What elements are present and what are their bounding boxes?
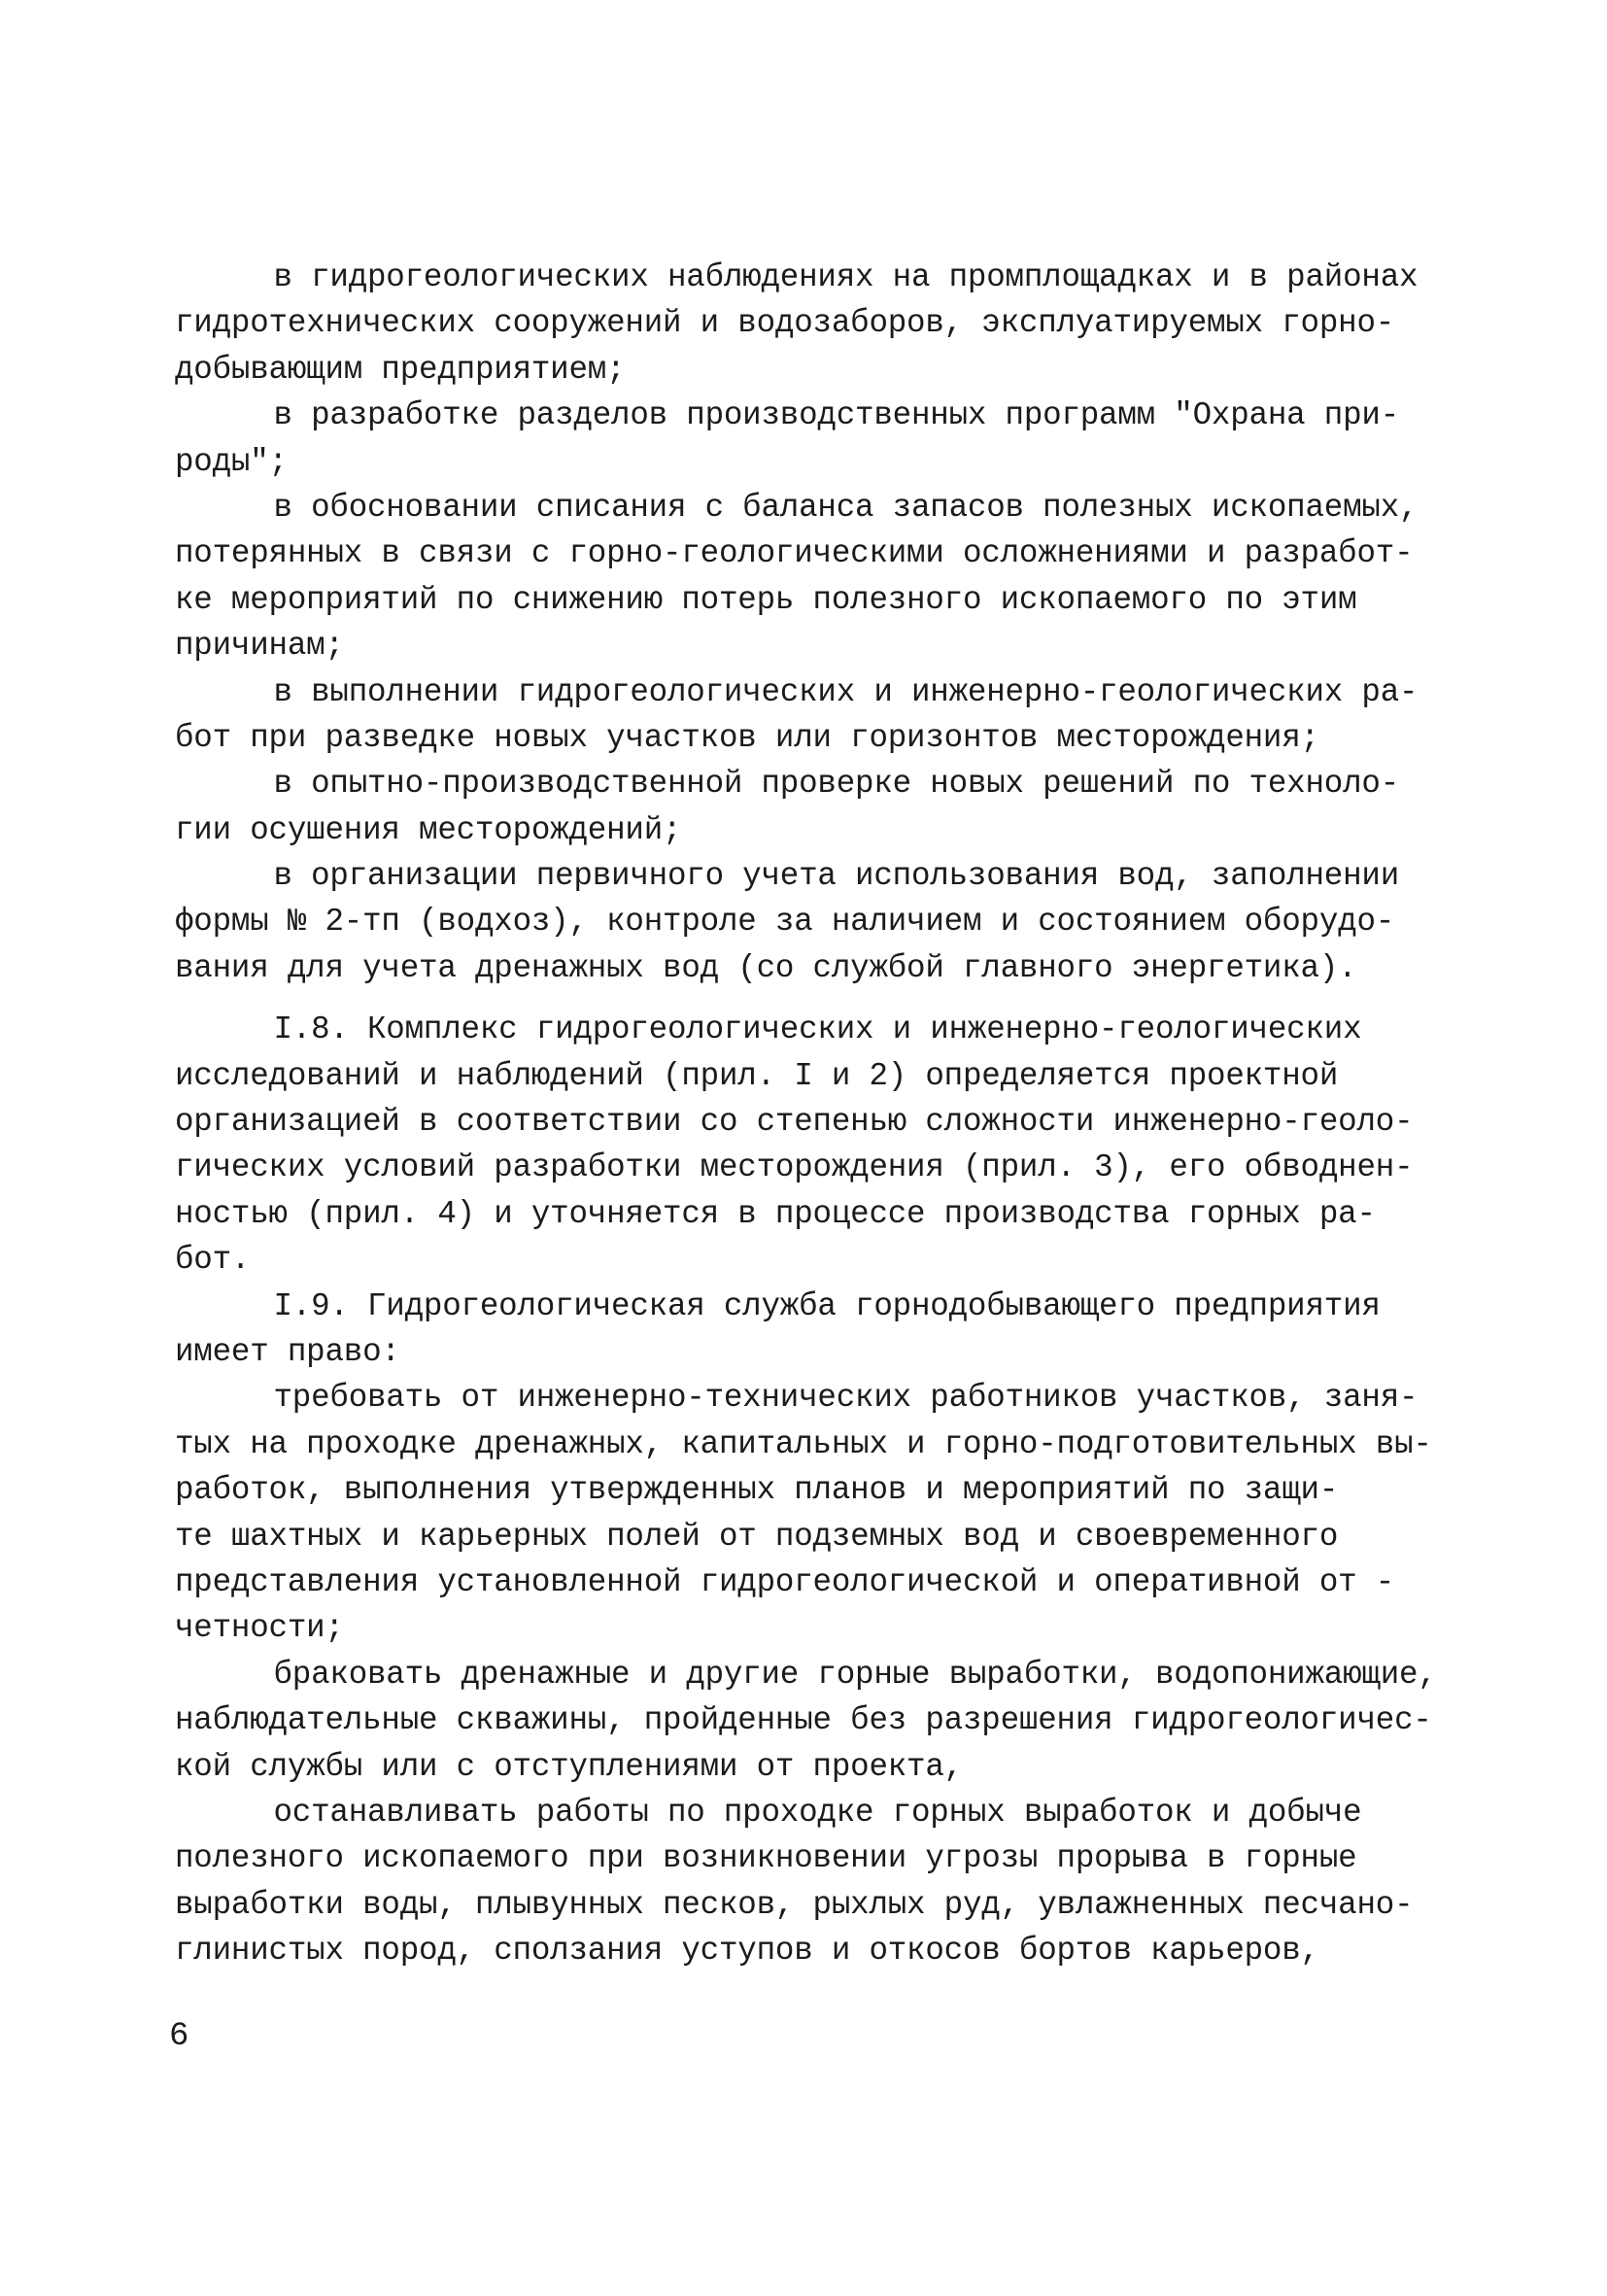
text-line: гических условий разработки месторождения (прил. 3), его обводнен- bbox=[175, 1149, 1414, 1186]
text-line: в выполнении гидрогеологических и инженерно-геологических ра- bbox=[273, 673, 1419, 710]
text-line: добывающим предприятием; bbox=[175, 351, 626, 388]
text-line: в организации первичного учета использования вод, заполнении bbox=[273, 858, 1400, 895]
text-line: в обосновании списания с баланса запасов полезных ископаемых, bbox=[273, 489, 1419, 526]
text-line: вания для учета дренажных вод (со службой главного энергетика). bbox=[175, 949, 1357, 986]
text-line: бот. bbox=[175, 1242, 251, 1279]
text-line: роды"; bbox=[175, 443, 288, 480]
text-line: требовать от инженерно-технических работников участков, заня- bbox=[273, 1380, 1419, 1417]
text-line: в гидрогеологических наблюдениях на промплощадках и в районах bbox=[273, 259, 1419, 295]
text-line: четности; bbox=[175, 1610, 344, 1647]
text-line: гидротехнических сооружений и водозаборов, эксплуатируемых горно- bbox=[175, 305, 1395, 342]
text-line: наблюдательные скважины, пройденные без разрешения гидрогеологичес- bbox=[175, 1702, 1432, 1739]
text-line: формы № 2-тп (водхоз), контроле за наличием и состоянием оборудо- bbox=[175, 904, 1395, 941]
text-line: организацией в соответствии со степенью сложности инженерно-геоло- bbox=[175, 1104, 1414, 1141]
text-line: кой службы или с отступлениями от проекта, bbox=[175, 1748, 963, 1785]
text-line: глинистых пород, сползания уступов и откосов бортов карьеров, bbox=[175, 1933, 1319, 1970]
text-line: в разработке разделов производственных программ "Охрана при- bbox=[273, 397, 1400, 434]
text-line: потерянных в связи с горно-геологическими осложнениями и разработ- bbox=[175, 535, 1414, 572]
text-line: браковать дренажные и другие горные выработки, водопонижающие, bbox=[273, 1656, 1437, 1693]
body-text bbox=[175, 255, 1437, 1973]
paragraph-gap bbox=[175, 991, 1423, 1007]
text-line: останавливать работы по проходке горных выработок и добыче bbox=[273, 1794, 1362, 1831]
text-line: представления установленной гидрогеологической и оперативной от - bbox=[175, 1563, 1395, 1600]
text-line: работок, выполнения утвержденных планов и мероприятий по защи- bbox=[175, 1472, 1339, 1509]
text-line: полезного ископаемого при возникновении угрозы прорыва в горные bbox=[175, 1840, 1357, 1877]
text-line: бот при разведке новых участков или горизонтов месторождения; bbox=[175, 719, 1319, 756]
text-line: выработки воды, плывунных песков, рыхлых руд, увлажненных песчано- bbox=[175, 1886, 1414, 1923]
text-line: имеет право: bbox=[175, 1333, 400, 1370]
text-line: в опытно-производственной проверке новых решений по техноло- bbox=[273, 766, 1400, 803]
text-line: исследований и наблюдений (прил. I и 2) определяется проектной bbox=[175, 1057, 1339, 1094]
text-line: ке мероприятий по снижению потерь полезного ископаемого по этим bbox=[175, 581, 1357, 618]
text-line: гии осушения месторождений; bbox=[175, 811, 682, 848]
page-number: 6 bbox=[169, 2018, 189, 2055]
text-line: ностью (прил. 4) и уточняется в процессе производства горных ра- bbox=[175, 1195, 1376, 1232]
text-line: I.9. Гидрогеологическая служба горнодобывающего предприятия bbox=[273, 1287, 1381, 1324]
text-line: I.8. Комплекс гидрогеологических и инженерно-геологических bbox=[273, 1011, 1362, 1048]
text-line: тых на проходке дренажных, капитальных и горно-подготовительных вы- bbox=[175, 1425, 1432, 1462]
text-line: те шахтных и карьерных полей от подземных вод и своевременного bbox=[175, 1518, 1339, 1555]
text-line: причинам; bbox=[175, 628, 344, 665]
